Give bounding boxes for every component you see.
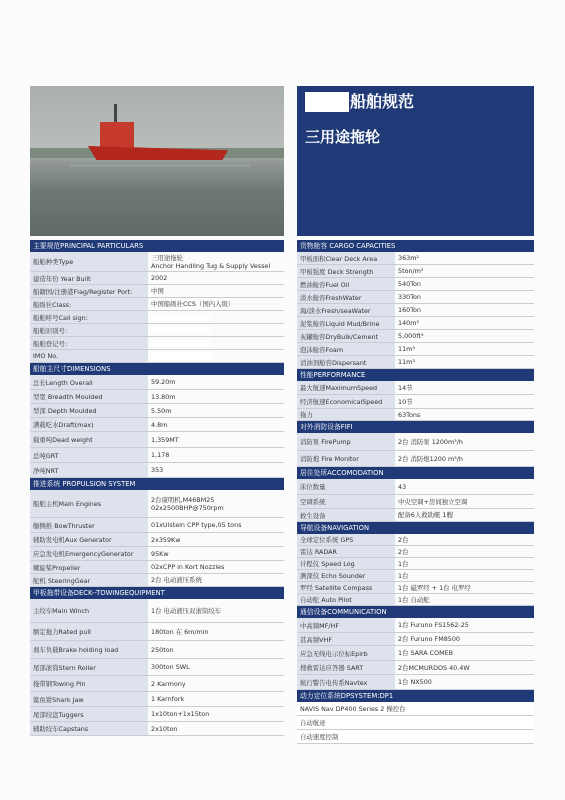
spec-label: 螺旋桨Propeller bbox=[30, 561, 148, 573]
spec-value-line: 2台MCMURDOS 40.4W bbox=[398, 663, 470, 672]
spec-row bbox=[297, 582, 534, 594]
spec-row bbox=[30, 285, 284, 298]
spec-value bbox=[148, 350, 284, 362]
spec-value bbox=[297, 702, 534, 715]
spec-row bbox=[30, 252, 284, 272]
spec-label: 空调系统 bbox=[297, 495, 395, 508]
spec-label: 甲板强度 Deck Strength bbox=[297, 265, 395, 277]
spec-value-line: 1台 bbox=[398, 571, 409, 580]
spec-value bbox=[395, 278, 534, 290]
section-performance bbox=[297, 369, 534, 421]
spec-value bbox=[148, 390, 284, 403]
spec-label: 测深仪 Echo Sounder bbox=[297, 570, 395, 581]
spec-value-line: 2台 消防泵 1200m³/h bbox=[398, 437, 463, 446]
spec-value bbox=[148, 676, 284, 691]
spec-value-line: 2台 Furuno FM8500 bbox=[398, 635, 460, 643]
spec-value bbox=[395, 479, 534, 494]
spec-value-line: 11m³ bbox=[398, 358, 415, 366]
spec-value bbox=[148, 375, 284, 389]
spec-value bbox=[148, 337, 284, 349]
spec-label: 总长Length Overall bbox=[30, 375, 148, 389]
section-accom bbox=[297, 467, 534, 522]
spec-row bbox=[30, 448, 284, 463]
spec-value bbox=[395, 291, 534, 303]
spec-value bbox=[148, 707, 284, 721]
spec-value bbox=[148, 432, 284, 447]
spec-label: 载重吨Dead weight bbox=[30, 432, 148, 447]
spec-label: 灰罐舱容DryBulk/Cement bbox=[297, 330, 395, 342]
spec-value-line: 1台 bbox=[398, 559, 409, 568]
spec-row bbox=[297, 381, 534, 395]
spec-value bbox=[148, 623, 284, 640]
section-deck bbox=[30, 587, 284, 736]
section-header: 对外消防设备FIFI bbox=[297, 421, 534, 433]
spec-value-line: 配备6人救助艇 1艘 bbox=[398, 511, 453, 519]
spec-value-line: 自动速度控制 bbox=[300, 732, 339, 741]
spec-value-line: 1台 磁罗经 + 1台 电罗经 bbox=[398, 583, 471, 592]
brand-block bbox=[297, 86, 534, 236]
spec-row bbox=[30, 547, 284, 561]
spec-value-line: NAVIS Nav DP400 Series 2 操控台 bbox=[300, 704, 406, 713]
spec-label: 船舶识别号： bbox=[30, 324, 148, 336]
spec-label: 船舶主机Main Engines bbox=[30, 490, 148, 517]
spec-row bbox=[297, 278, 534, 291]
brand-subtitle: 三用途拖轮 bbox=[305, 128, 381, 146]
spec-row bbox=[30, 641, 284, 659]
spec-value-line: 10节 bbox=[398, 397, 413, 406]
spec-label: 辅助绞车Capstans bbox=[30, 722, 148, 735]
spec-value-line: 中国 bbox=[151, 287, 164, 295]
spec-row bbox=[297, 661, 534, 675]
spec-label: 泥浆舱容Liquid Mud/Brine bbox=[297, 317, 395, 329]
spec-value bbox=[148, 448, 284, 462]
spec-row bbox=[30, 375, 284, 390]
section-header: 动力定位系统DPSYSTEM:DP1 bbox=[297, 690, 534, 702]
spec-value-line: 1台 SARA COMEB bbox=[398, 649, 454, 657]
spec-value bbox=[395, 433, 534, 450]
spec-row bbox=[30, 272, 284, 285]
spec-label: 搜救雷达应答器 SART bbox=[297, 661, 395, 674]
spec-row bbox=[297, 252, 534, 265]
spec-value-line: 中央空调+房间独立空调 bbox=[398, 497, 468, 506]
spec-label: 全球定位系统 GPS bbox=[297, 534, 395, 545]
spec-row bbox=[297, 479, 534, 495]
spec-value bbox=[395, 381, 534, 394]
section-header: 导航设备NAVIGATION bbox=[297, 522, 534, 534]
spec-value bbox=[395, 265, 534, 277]
spec-value bbox=[148, 574, 284, 586]
spec-label: 计程仪 Speed Log bbox=[297, 558, 395, 569]
spec-value bbox=[148, 641, 284, 658]
vessel-superstructure bbox=[100, 122, 134, 148]
spec-row bbox=[297, 633, 534, 646]
spec-value bbox=[148, 298, 284, 310]
spec-label: 消油剂舱容Dispersant bbox=[297, 356, 395, 368]
section-header: 推进系统 PROPULSION SYSTEM bbox=[30, 478, 284, 490]
spec-label: IMO No. bbox=[30, 350, 148, 362]
spec-value bbox=[395, 317, 534, 329]
spec-value bbox=[148, 547, 284, 560]
spec-value bbox=[148, 722, 284, 735]
spec-label: 罗经 Satellite Compass bbox=[297, 582, 395, 593]
spec-label: 甲板面积Clear Deck Area bbox=[297, 252, 395, 264]
spec-value bbox=[395, 356, 534, 368]
spec-row bbox=[297, 291, 534, 304]
spec-value-line: 1台 自动舵 bbox=[398, 595, 430, 604]
spec-value bbox=[148, 692, 284, 706]
wake bbox=[70, 164, 250, 167]
spec-row bbox=[297, 534, 534, 546]
spec-value bbox=[395, 509, 534, 521]
spec-row bbox=[297, 646, 534, 661]
section-cargo bbox=[297, 240, 534, 369]
section-principal bbox=[30, 240, 284, 363]
spec-row bbox=[297, 558, 534, 570]
spec-value bbox=[395, 582, 534, 593]
spec-value-line bbox=[151, 340, 211, 347]
spec-label: 经济航速EconomicalSpeed bbox=[297, 395, 395, 408]
spec-value-line bbox=[151, 353, 211, 360]
spec-value bbox=[395, 252, 534, 264]
spec-value bbox=[148, 518, 284, 532]
spec-value-line bbox=[151, 314, 211, 321]
spec-value bbox=[148, 659, 284, 675]
spec-value-line: 250ton bbox=[151, 645, 174, 654]
spec-value-line: 1,359MT bbox=[151, 435, 179, 444]
spec-value-line: 13.80m bbox=[151, 392, 176, 401]
spec-value-line: 2x359Kw bbox=[151, 535, 181, 544]
spec-label: 主绞车Main Winch bbox=[30, 599, 148, 622]
spec-label: 船舶呼号Call sign: bbox=[30, 311, 148, 323]
spec-value bbox=[148, 490, 284, 517]
spec-value bbox=[395, 618, 534, 632]
spec-value-line: 2002 bbox=[151, 274, 168, 282]
spec-value bbox=[148, 285, 284, 297]
spec-value bbox=[148, 463, 284, 477]
spec-value-line: 540Ton bbox=[398, 280, 421, 288]
spec-value-line: 三用途拖轮 bbox=[151, 253, 183, 262]
spec-value-line: 中国船级社CCS（国内入级） bbox=[151, 300, 235, 308]
left-spec-column bbox=[30, 240, 284, 736]
section-comm bbox=[297, 606, 534, 690]
spec-label: 最大航速MaximumSpeed bbox=[297, 381, 395, 394]
spec-label: 雷达 RADAR bbox=[297, 546, 395, 557]
spec-value-line: 2台康明机,M46BM25 bbox=[151, 495, 215, 504]
spec-label: 中高频MF/HF bbox=[297, 618, 395, 632]
spec-row bbox=[297, 395, 534, 409]
spec-value-line: 353 bbox=[151, 466, 164, 474]
spec-row bbox=[297, 317, 534, 330]
spec-label: 床位数量 bbox=[297, 479, 395, 494]
spec-value-line: 2台 电动液压系统 bbox=[151, 576, 202, 584]
spec-value bbox=[395, 330, 534, 342]
spec-value-line: 2台 bbox=[398, 535, 409, 544]
section-nav bbox=[297, 522, 534, 606]
spec-row bbox=[30, 463, 284, 478]
spec-value bbox=[148, 599, 284, 622]
spec-row bbox=[30, 722, 284, 736]
spec-row bbox=[297, 546, 534, 558]
spec-row bbox=[297, 702, 534, 716]
spec-label: 型宽 Breadth Moulded bbox=[30, 390, 148, 403]
spec-label: 鲨鱼钳Shark Jaw bbox=[30, 692, 148, 706]
spec-label: 尾部滚筒Stern Roller bbox=[30, 659, 148, 675]
spec-label: 艏侧推 BowThruster bbox=[30, 518, 148, 532]
spec-value-line: 2台 消防炮1200 m³/h bbox=[398, 454, 463, 463]
spec-value-line: 95Kw bbox=[151, 549, 169, 558]
spec-row bbox=[30, 404, 284, 418]
section-fifi bbox=[297, 421, 534, 467]
spec-row bbox=[30, 311, 284, 324]
spec-value-line: 59.20m bbox=[151, 378, 176, 386]
section-dimensions bbox=[30, 363, 284, 478]
spec-row bbox=[30, 599, 284, 623]
spec-value bbox=[395, 661, 534, 674]
spec-row bbox=[297, 716, 534, 730]
spec-row bbox=[30, 350, 284, 363]
section-header: 船舶主尺寸DIMENSIONS bbox=[30, 363, 284, 375]
spec-value-line: 1 Karnfork bbox=[151, 695, 185, 703]
spec-row bbox=[30, 676, 284, 692]
spec-row bbox=[297, 451, 534, 467]
spec-row bbox=[30, 574, 284, 587]
spec-row bbox=[30, 390, 284, 404]
spec-value-line: 43 bbox=[398, 482, 407, 491]
spec-label: 净吨NRT bbox=[30, 463, 148, 477]
spec-row bbox=[297, 730, 534, 744]
spec-value bbox=[148, 533, 284, 546]
spec-row bbox=[30, 418, 284, 432]
spec-value-line: 1x10ton+1x15ton bbox=[151, 710, 210, 718]
section-header: 性能PERFORMANCE bbox=[297, 369, 534, 381]
spec-label: 舵机 SteeringGear bbox=[30, 574, 148, 586]
spec-value-line: 140m³ bbox=[398, 319, 419, 327]
spec-value bbox=[395, 558, 534, 569]
spec-label: 航行警告电传系Navtex bbox=[297, 675, 395, 689]
spec-row bbox=[297, 330, 534, 343]
section-header: 甲板拖带设备DECK--TOWINGEQUIPMENT bbox=[30, 587, 284, 599]
spec-value bbox=[395, 534, 534, 545]
spec-row bbox=[297, 343, 534, 356]
spec-row bbox=[30, 561, 284, 574]
spec-label: 救生设备 bbox=[297, 509, 395, 521]
section-dp bbox=[297, 690, 534, 744]
spec-row bbox=[30, 659, 284, 676]
spec-row bbox=[30, 337, 284, 350]
spec-row bbox=[297, 618, 534, 633]
spec-value-line: 4.8m bbox=[151, 420, 168, 429]
spec-value-line: 1台 Furuno FS1562-25 bbox=[398, 621, 469, 629]
spec-label: 海/淡水Fresh/seaWater bbox=[297, 304, 395, 316]
spec-row bbox=[297, 570, 534, 582]
spec-value-line: 363m² bbox=[398, 254, 419, 262]
spec-label: 辅助发电机Aux Generator bbox=[30, 533, 148, 546]
spec-value bbox=[395, 409, 534, 420]
spec-label: 拖带钢Towing Pin bbox=[30, 676, 148, 691]
spec-value-line: 02x2500BHP@750rpm bbox=[151, 503, 224, 512]
spec-value bbox=[148, 404, 284, 417]
spec-value bbox=[148, 272, 284, 284]
brand-title: 船舶规范 bbox=[350, 92, 415, 111]
spec-label: 甚高频VHF bbox=[297, 633, 395, 645]
spec-value bbox=[148, 252, 284, 271]
spec-row bbox=[297, 495, 534, 509]
spec-value-line: 1台 电动液压双滚筒绞车 bbox=[151, 606, 222, 615]
spec-label: 总吨GRT bbox=[30, 448, 148, 462]
spec-value-line: 14节 bbox=[398, 383, 413, 392]
spec-value bbox=[395, 343, 534, 355]
vessel-photo bbox=[30, 86, 284, 236]
spec-value bbox=[395, 546, 534, 557]
section-header: 居住处所ACCOMODATION bbox=[297, 467, 534, 479]
spec-value-line: Anchor Handling Tug & Supply Vessel bbox=[151, 261, 271, 270]
spec-row bbox=[30, 324, 284, 337]
spec-row bbox=[30, 490, 284, 518]
section-propulsion bbox=[30, 478, 284, 587]
spec-label: 应急发电机EmergencyGenerator bbox=[30, 547, 148, 560]
spec-value-line: 02xCPP in Kort Nozzles bbox=[151, 563, 225, 571]
spec-label: 应急无线电示位标Epirb bbox=[297, 646, 395, 660]
spec-row bbox=[297, 509, 534, 522]
spec-row bbox=[30, 518, 284, 533]
section-header: 货物舱容 CARGO CAPACITIES bbox=[297, 240, 534, 252]
spec-value-line: 180ton 在 6m/min bbox=[151, 627, 209, 636]
spec-label: 自动舵 Auto Pilot bbox=[297, 594, 395, 605]
redacted-company-name bbox=[305, 92, 349, 112]
spec-row bbox=[297, 675, 534, 690]
spec-value-line: 5ton/m² bbox=[398, 267, 424, 275]
spec-value-line: 11m³ bbox=[398, 345, 415, 353]
spec-row bbox=[30, 692, 284, 707]
spec-value-line: 1台 NX500 bbox=[398, 678, 432, 686]
right-spec-column bbox=[297, 240, 534, 744]
spec-value bbox=[297, 716, 534, 729]
spec-row bbox=[30, 533, 284, 547]
spec-value bbox=[395, 395, 534, 408]
spec-label: 船籍国/注册港Flag/Register Port: bbox=[30, 285, 148, 297]
spec-value-line: 5.50m bbox=[151, 406, 172, 415]
spec-value-line: 63Tons bbox=[398, 410, 421, 419]
spec-value-line bbox=[151, 327, 211, 334]
spec-row bbox=[297, 304, 534, 317]
spec-row bbox=[30, 298, 284, 311]
spec-value bbox=[395, 675, 534, 689]
spec-label: 建造年份 Year Built bbox=[30, 272, 148, 284]
spec-label: 型深 Depth Moulded bbox=[30, 404, 148, 417]
spec-label: 淡水舱容FreshWater bbox=[297, 291, 395, 303]
spec-row bbox=[30, 432, 284, 448]
spec-label: 刹车负载Brake holding load bbox=[30, 641, 148, 658]
vessel-mast bbox=[114, 104, 117, 124]
spec-value bbox=[148, 311, 284, 323]
section-header: 主要规范PRINCIPAL PARTICULARS bbox=[30, 240, 284, 252]
spec-value-line: 1,178 bbox=[151, 451, 170, 459]
spec-value bbox=[395, 594, 534, 605]
spec-value bbox=[395, 451, 534, 466]
spec-label: 消防泵 FirePump bbox=[297, 433, 395, 450]
spec-value bbox=[148, 561, 284, 573]
spec-row bbox=[297, 356, 534, 369]
spec-label: 尾部绞盘Tuggers bbox=[30, 707, 148, 721]
spec-label: 船级社Class: bbox=[30, 298, 148, 310]
spec-value bbox=[395, 495, 534, 508]
spec-value bbox=[297, 730, 534, 743]
spec-value-line: 2台 bbox=[398, 547, 409, 556]
spec-label: 船舶登记号： bbox=[30, 337, 148, 349]
spec-value bbox=[148, 324, 284, 336]
spec-label: 燃油舱容Fuel Oil bbox=[297, 278, 395, 290]
spec-value-line: 300ton SWL bbox=[151, 663, 190, 671]
spec-value-line: 2x10ton bbox=[151, 724, 178, 733]
spec-value bbox=[148, 418, 284, 431]
spec-value bbox=[395, 633, 534, 645]
spec-value-line: 01xUlstein CPP type,05 tons bbox=[151, 521, 242, 529]
spec-value bbox=[395, 646, 534, 660]
spec-row bbox=[30, 623, 284, 641]
spec-value-line: 330Ton bbox=[398, 293, 421, 301]
spec-value-line: 160Ton bbox=[398, 306, 421, 314]
spec-row bbox=[297, 409, 534, 421]
spec-row bbox=[297, 594, 534, 606]
spec-value bbox=[395, 570, 534, 581]
section-header: 通信设备COMMUNICATION bbox=[297, 606, 534, 618]
spec-label: 拖力 bbox=[297, 409, 395, 420]
spec-label: 额定拖力Rated pull bbox=[30, 623, 148, 640]
spec-label: 泡沫舱容Foam bbox=[297, 343, 395, 355]
spec-label: 满载吃水Draft(max) bbox=[30, 418, 148, 431]
spec-value-line: 5,000ft³ bbox=[398, 332, 424, 340]
spec-label: 船舶种类Type bbox=[30, 252, 148, 271]
spec-value-line: 2 Karmony bbox=[151, 679, 186, 688]
spec-row bbox=[297, 433, 534, 451]
spec-value bbox=[395, 304, 534, 316]
spec-label: 消防炮 Fire Monitor bbox=[297, 451, 395, 466]
spec-row bbox=[30, 707, 284, 722]
spec-value-line: 自动航迹 bbox=[300, 718, 326, 727]
spec-row bbox=[297, 265, 534, 278]
